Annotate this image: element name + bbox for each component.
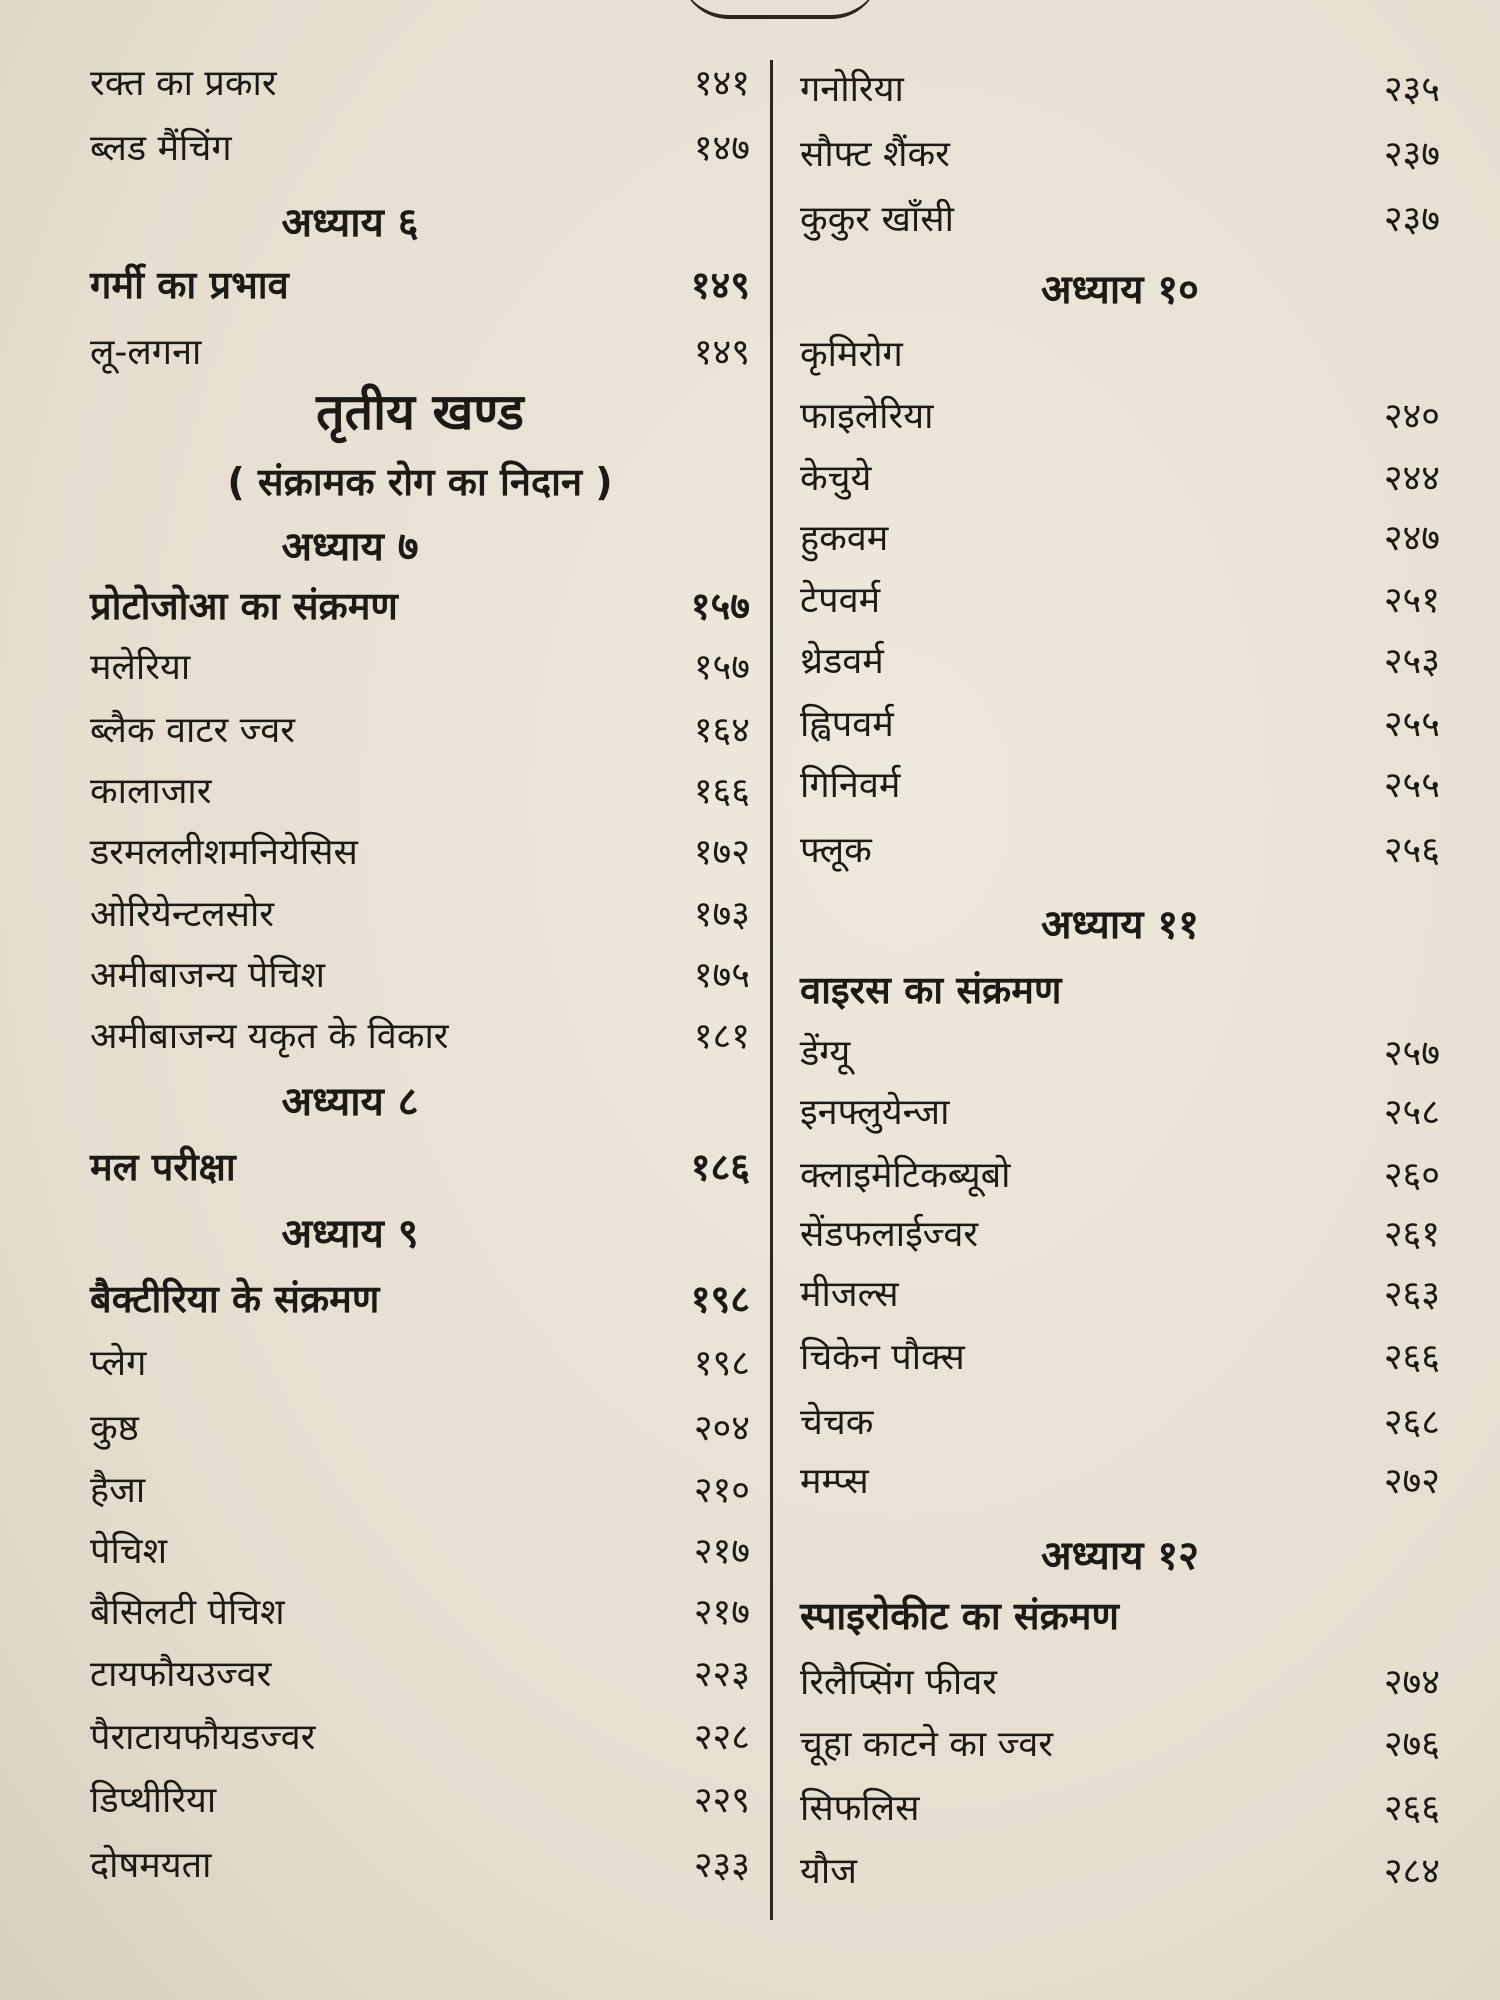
- entry-title: हुकवम: [800, 518, 889, 559]
- toc-entry: [90, 643, 750, 693]
- column-divider: [770, 60, 773, 1920]
- toc-entry: [800, 761, 1440, 811]
- toc-entry: [90, 328, 750, 378]
- entry-title: डेंग्यू: [800, 1033, 851, 1074]
- toc-entry: [800, 1151, 1440, 1201]
- entry-page-number: २५८: [1383, 1092, 1440, 1133]
- section-subtitle: ( संक्रामक रोग का निदान ): [227, 460, 613, 504]
- entry-page-number: १७३: [693, 894, 750, 935]
- entry-page-number: १५७: [693, 647, 750, 688]
- entry-page-number: २५५: [1383, 704, 1440, 745]
- entry-page-number: २५७: [1383, 1033, 1440, 1074]
- entry-title: केचुये: [800, 458, 872, 499]
- toc-entry: [90, 581, 750, 631]
- toc-entry: [90, 706, 750, 756]
- toc-entry: [90, 1841, 750, 1891]
- entry-page-number: २६६: [1383, 1337, 1440, 1378]
- toc-entry: [800, 1333, 1440, 1383]
- toc-entry: [800, 514, 1440, 564]
- entry-page-number: २१७: [693, 1531, 750, 1572]
- toc-entry: [90, 890, 750, 940]
- entry-page-number: १५७: [690, 584, 750, 628]
- entry-title: फाइलेरिया: [800, 396, 934, 437]
- toc-entry: [800, 1847, 1440, 1897]
- section-heading: तृतीय खण्ड: [316, 383, 524, 441]
- toc-entry: [800, 1784, 1440, 1834]
- entry-page-number: १४९: [693, 332, 750, 373]
- entry-title: इनफ्लुयेन्जा: [800, 1092, 950, 1133]
- entry-page-number: २६६: [1383, 1788, 1440, 1829]
- toc-entry: [800, 1658, 1440, 1708]
- entry-page-number: १४१: [693, 63, 750, 104]
- entry-page-number: २०४: [693, 1408, 750, 1449]
- toc-entry: [800, 1270, 1440, 1320]
- toc-entry: [800, 1029, 1440, 1079]
- entry-title: सौफ्ट शैंकर: [800, 134, 950, 175]
- toc-entry: [800, 392, 1440, 442]
- toc-entry: [800, 637, 1440, 687]
- chapter-heading: अध्याय ९: [281, 1211, 419, 1257]
- entry-page-number: २७६: [1383, 1724, 1440, 1765]
- toc-entry: [800, 826, 1440, 876]
- toc-entry: [90, 767, 750, 817]
- entry-title: बैक्टीरिया के संक्रमण: [90, 1277, 380, 1321]
- toc-entry: [800, 576, 1440, 626]
- toc-entry: [800, 130, 1440, 180]
- entry-title: गर्मी का प्रभाव: [90, 263, 289, 307]
- entry-page-number: १९८: [693, 1343, 750, 1384]
- entry-title: कालाजार: [90, 771, 212, 812]
- entry-title: प्लेग: [90, 1343, 147, 1384]
- entry-page-number: २६१: [1383, 1214, 1440, 1255]
- toc-entry: [800, 1210, 1440, 1260]
- entry-title: चूहा काटने का ज्वर: [800, 1724, 1054, 1765]
- toc-entry: [90, 260, 750, 310]
- toc-entry: [90, 1776, 750, 1826]
- chapter-heading: अध्याय ८: [281, 1079, 419, 1125]
- entry-title: फ्लूक: [800, 830, 872, 871]
- entry-title: ओरियेन्टलसोर: [90, 894, 274, 935]
- entry-page-number: १४९: [690, 263, 750, 307]
- entry-title: बैसिलटी पेचिश: [90, 1592, 285, 1633]
- entry-page-number: २५१: [1383, 580, 1440, 621]
- entry-page-number: २२३: [693, 1654, 750, 1695]
- toc-entry: [800, 195, 1440, 245]
- entry-title: स्पाइरोकीट का संक्रमण: [800, 1594, 1119, 1638]
- toc-entry: [800, 1457, 1440, 1507]
- entry-title: दोषमयता: [90, 1845, 212, 1886]
- toc-entry: [800, 454, 1440, 504]
- chapter-heading: अध्याय १२: [1041, 1533, 1199, 1579]
- entry-page-number: १४७: [693, 128, 750, 169]
- entry-title: रिलैप्सिंग फीवर: [800, 1662, 997, 1703]
- toc-entry: [90, 1339, 750, 1389]
- toc-entry: [90, 59, 750, 109]
- toc-entry: [90, 1404, 750, 1454]
- entry-page-number: २६३: [1383, 1274, 1440, 1315]
- entry-page-number: २२९: [693, 1780, 750, 1821]
- entry-title: अमीबाजन्य यकृत के विकार: [90, 1016, 449, 1057]
- entry-title: कुष्ठ: [90, 1408, 139, 1449]
- entry-title: क्लाइमेटिकब्यूबो: [800, 1155, 1011, 1196]
- entry-title: मीजल्स: [800, 1274, 899, 1315]
- entry-title: मल परीक्षा: [90, 1145, 236, 1189]
- entry-page-number: १८१: [693, 1016, 750, 1057]
- toc-entry: [800, 700, 1440, 750]
- entry-title: गिनिवर्म: [800, 765, 901, 806]
- toc-entry: [800, 1398, 1440, 1448]
- toc-entry: [800, 1591, 1440, 1641]
- entry-page-number: २५३: [1383, 641, 1440, 682]
- toc-entry: [800, 65, 1440, 115]
- toc-entry: [90, 1650, 750, 1700]
- chapter-heading: अध्याय ७: [281, 524, 419, 570]
- chapter-heading: अध्याय ६: [281, 200, 419, 246]
- entry-page-number: २५६: [1383, 830, 1440, 871]
- entry-page-number: २३३: [693, 1845, 750, 1886]
- entry-page-number: २४७: [1383, 518, 1440, 559]
- toc-entry: [90, 1527, 750, 1577]
- chapter-heading: अध्याय ११: [1041, 902, 1199, 948]
- entry-page-number: २१०: [693, 1470, 750, 1511]
- entry-page-number: १९८: [690, 1277, 750, 1321]
- entry-page-number: २३७: [1383, 134, 1440, 175]
- entry-title: लू-लगना: [90, 332, 202, 373]
- entry-page-number: १६६: [693, 771, 750, 812]
- entry-title: चेचक: [800, 1402, 874, 1443]
- entry-title: टेपवर्म: [800, 580, 881, 621]
- entry-title: गनोरिया: [800, 69, 904, 110]
- entry-title: वाइरस का संक्रमण: [800, 968, 1062, 1012]
- entry-title: ब्लैक वाटर ज्वर: [90, 710, 295, 751]
- entry-title: सेंडफलाईज्वर: [800, 1214, 979, 1255]
- entry-title: प्रोटोजोआ का संक्रमण: [90, 584, 398, 628]
- entry-page-number: २३७: [1383, 199, 1440, 240]
- entry-title: डरमललीशमनियेसिस: [90, 832, 358, 873]
- entry-page-number: २७२: [1383, 1461, 1440, 1502]
- entry-title: ह्विपवर्म: [800, 704, 894, 745]
- top-bracket-mark: [680, 0, 880, 19]
- entry-title: सिफलिस: [800, 1788, 920, 1829]
- entry-title: पेचिश: [90, 1531, 168, 1572]
- entry-page-number: २६८: [1383, 1402, 1440, 1443]
- entry-title: अमीबाजन्य पेचिश: [90, 955, 326, 996]
- entry-title: ब्लड मैंचिंग: [90, 128, 232, 169]
- entry-page-number: २५५: [1383, 765, 1440, 806]
- entry-title: यौज: [800, 1851, 857, 1892]
- entry-title: कुकुर खाँसी: [800, 199, 954, 240]
- toc-entry: [90, 1142, 750, 1192]
- toc-entry: [90, 1466, 750, 1516]
- entry-page-number: २२८: [693, 1717, 750, 1758]
- toc-entry: [800, 1088, 1440, 1138]
- entry-title: रक्त का प्रकार: [90, 63, 277, 104]
- toc-entry: [800, 330, 1440, 380]
- entry-page-number: २४०: [1383, 396, 1440, 437]
- entry-title: पैराटायफौयडज्वर: [90, 1717, 316, 1758]
- toc-entry: [90, 1274, 750, 1324]
- entry-title: थ्रेडवर्म: [800, 641, 884, 682]
- toc-entry: [90, 1713, 750, 1763]
- toc-entry: [90, 828, 750, 878]
- entry-page-number: २८४: [1383, 1851, 1440, 1892]
- entry-title: टायफौयउज्वर: [90, 1654, 272, 1695]
- toc-entry: [90, 1012, 750, 1062]
- toc-entry: [800, 1720, 1440, 1770]
- entry-title: कृमिरोग: [800, 334, 903, 375]
- entry-title: डिप्थीरिया: [90, 1780, 217, 1821]
- entry-page-number: २४४: [1383, 458, 1440, 499]
- entry-page-number: १८६: [690, 1145, 750, 1189]
- entry-page-number: २७४: [1383, 1662, 1440, 1703]
- toc-entry: [90, 1588, 750, 1638]
- entry-title: हैजा: [90, 1470, 146, 1511]
- toc-entry: [90, 124, 750, 174]
- entry-page-number: २३५: [1383, 69, 1440, 110]
- toc-entry: [90, 951, 750, 1001]
- entry-title: मम्प्स: [800, 1461, 869, 1502]
- entry-page-number: १७२: [693, 832, 750, 873]
- entry-title: चिकेन पौक्स: [800, 1337, 965, 1378]
- chapter-heading: अध्याय १०: [1041, 267, 1199, 313]
- toc-entry: [800, 965, 1440, 1015]
- entry-page-number: २६०: [1383, 1155, 1440, 1196]
- entry-title: मलेरिया: [90, 647, 191, 688]
- entry-page-number: १७५: [693, 955, 750, 996]
- entry-page-number: २१७: [693, 1592, 750, 1633]
- entry-page-number: १६४: [693, 710, 750, 751]
